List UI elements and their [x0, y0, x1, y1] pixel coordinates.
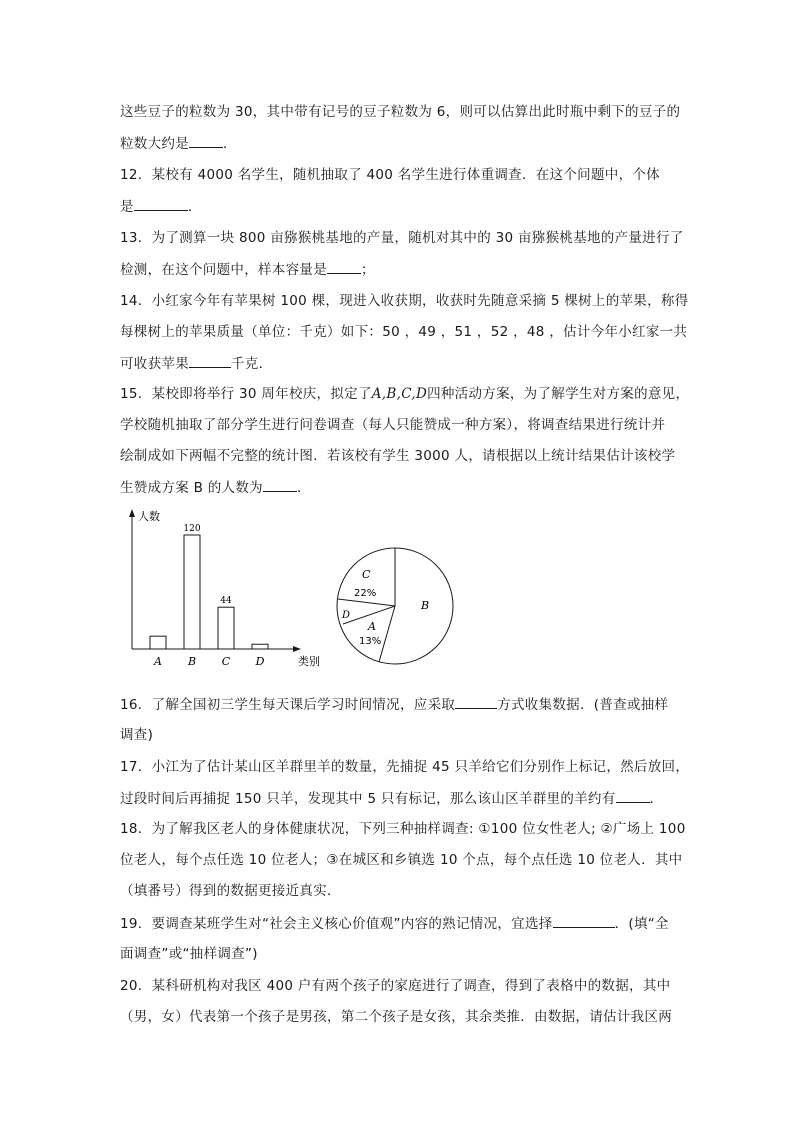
text-line	[120, 944, 258, 964]
x-axis-label: 类别	[298, 655, 320, 668]
text-line	[120, 881, 341, 901]
text: 粒数大约是	[120, 136, 189, 152]
pie-percent-a: 13%	[359, 636, 382, 647]
text: ．	[296, 480, 311, 496]
text-line	[120, 725, 153, 745]
bar-b	[184, 535, 200, 649]
text-line	[120, 259, 375, 280]
answer-blank[interactable]	[455, 694, 497, 709]
text: 可收获苹果	[120, 356, 189, 372]
text: 17．小江为了估计某山区羊群里羊的数量，先捕捉 45 只羊给它们分别作上标记，然后放回，	[120, 759, 690, 775]
text-line	[120, 133, 237, 154]
text-line	[120, 415, 665, 435]
bar-a	[150, 636, 166, 649]
answer-blank[interactable]	[134, 196, 188, 211]
x-axis-arrow	[293, 646, 301, 652]
answer-blank[interactable]	[616, 788, 650, 803]
answer-blank[interactable]	[263, 477, 297, 492]
y-axis-label: 人数	[138, 510, 160, 523]
statistics-figure	[118, 506, 478, 672]
answer-blank[interactable]	[327, 259, 361, 274]
text: 每棵树上的苹果质量（单位：千克）如下：50 ，49 ，51 ，52 ，48 ，估计今年小红家一共	[120, 324, 688, 340]
text: 学校随机抽取了部分学生进行问卷调查（每人只能赞成一种方案），将调查结果进行统计并	[120, 417, 666, 433]
answer-blank[interactable]	[189, 353, 231, 368]
y-axis-arrow	[129, 509, 135, 517]
bar-series	[150, 524, 268, 668]
text: 是	[120, 199, 134, 215]
text-line	[120, 850, 682, 870]
pie-divider	[338, 599, 395, 606]
text: 20．某科研机构对我区 400 户有两个孩子的家庭进行了调查，得到了表格中的数据，其中	[120, 978, 671, 994]
text: 16．了解全国初三学生每天课后学习时间情况，应采取	[120, 697, 456, 713]
text: （填番号）得到的数据更接近真实．	[120, 883, 341, 899]
text: ．(填“全	[614, 916, 669, 932]
question-16	[120, 694, 668, 715]
question-13	[120, 228, 684, 248]
category-label: B	[187, 655, 197, 668]
pie-percent-c: 22%	[354, 588, 377, 599]
question-19	[120, 913, 669, 934]
text: ．	[223, 136, 237, 152]
text: ．	[187, 199, 202, 215]
text: ．	[649, 791, 664, 807]
text: 13．为了测算一块 800 亩猕猴桃基地的产量，随机对其中的 30 亩猕猴桃基地的产量进行了	[120, 230, 684, 246]
text-line	[120, 196, 202, 217]
category-label: D	[255, 655, 265, 668]
text: 19．要调查某班学生对“社会主义核心价值观”内容的熟记情况，宜选择	[120, 916, 553, 932]
text-line	[120, 477, 311, 498]
text: 检测，在这个问题中，样本容量是	[120, 262, 327, 278]
charts-svg	[118, 506, 478, 672]
text: 14．小红家今年有苹果树 100 棵，现进入收获期，收获时先随意采摘 5 棵树上的苹果，称得	[120, 293, 689, 309]
bar-c	[218, 607, 234, 649]
text: 方式收集数据．(普查或抽样	[497, 697, 669, 713]
question-20	[120, 976, 670, 996]
text: 生赞成方案 B 的人数为	[120, 480, 263, 496]
text: （男，女）代表第一个孩子是男孩，第二个孩子是女孩，其余类推．由数据，请估计我区两	[120, 1009, 672, 1025]
pie-divider	[379, 606, 395, 662]
pie-label-c: C	[362, 568, 371, 581]
bar-value-label: 120	[183, 524, 201, 534]
text: ；	[361, 262, 375, 278]
scheme-letters: A,B,C,D	[371, 386, 428, 402]
question-12	[120, 165, 660, 185]
question-15	[120, 384, 689, 404]
text-line	[120, 322, 687, 342]
text: 位老人，每个点任选 10 位老人；③在城区和乡镇选 10 个点，每个点任选 10 位老人．其中	[120, 852, 683, 868]
question-18	[120, 819, 686, 839]
text: 这些豆子的粒数为 30，其中带有记号的豆子粒数为 6，则可以估算出此时瓶中剩下的豆子的	[120, 104, 681, 120]
text-line	[120, 446, 675, 466]
text: 调查)	[120, 727, 154, 743]
text: 四种活动方案，为了解学生对方案的意见，	[427, 386, 690, 402]
text: 过段时间后再捕捉 150 只羊，发现其中 5 只有标记，那么该山区羊群里的羊约有	[120, 791, 616, 807]
text: 面调查”或“抽样调查”)	[120, 946, 258, 962]
answer-blank[interactable]	[189, 133, 223, 148]
text: 12．某校有 4000 名学生，随机抽取了 400 名学生进行体重调查．在这个问题中，个体	[120, 167, 660, 183]
text-line	[120, 788, 663, 809]
category-label: C	[221, 655, 231, 668]
category-label: A	[154, 655, 162, 668]
question-14	[120, 291, 689, 311]
question-17	[120, 757, 689, 777]
bar-d	[252, 644, 268, 649]
text-line	[120, 1007, 672, 1027]
pie-label-b: B	[421, 599, 430, 612]
pie-label-d: D	[342, 610, 351, 621]
text: 千克．	[231, 356, 273, 372]
text: 15．某校即将举行 30 周年校庆，拟定了	[120, 386, 372, 402]
text-line	[120, 102, 680, 122]
text-line	[120, 353, 272, 374]
answer-blank[interactable]	[553, 913, 615, 928]
pie-label-a: A	[368, 620, 376, 633]
bar-value-label: 44	[220, 596, 232, 607]
text: 18．为了解我区老人的身体健康状况，下列三种抽样调查: ①100 位女性老人; ②广场上 100	[120, 821, 686, 837]
text: 绘制成如下两幅不完整的统计图．若该校有学生 3000 人，请根据以上统计结果估计该校学	[120, 448, 676, 464]
